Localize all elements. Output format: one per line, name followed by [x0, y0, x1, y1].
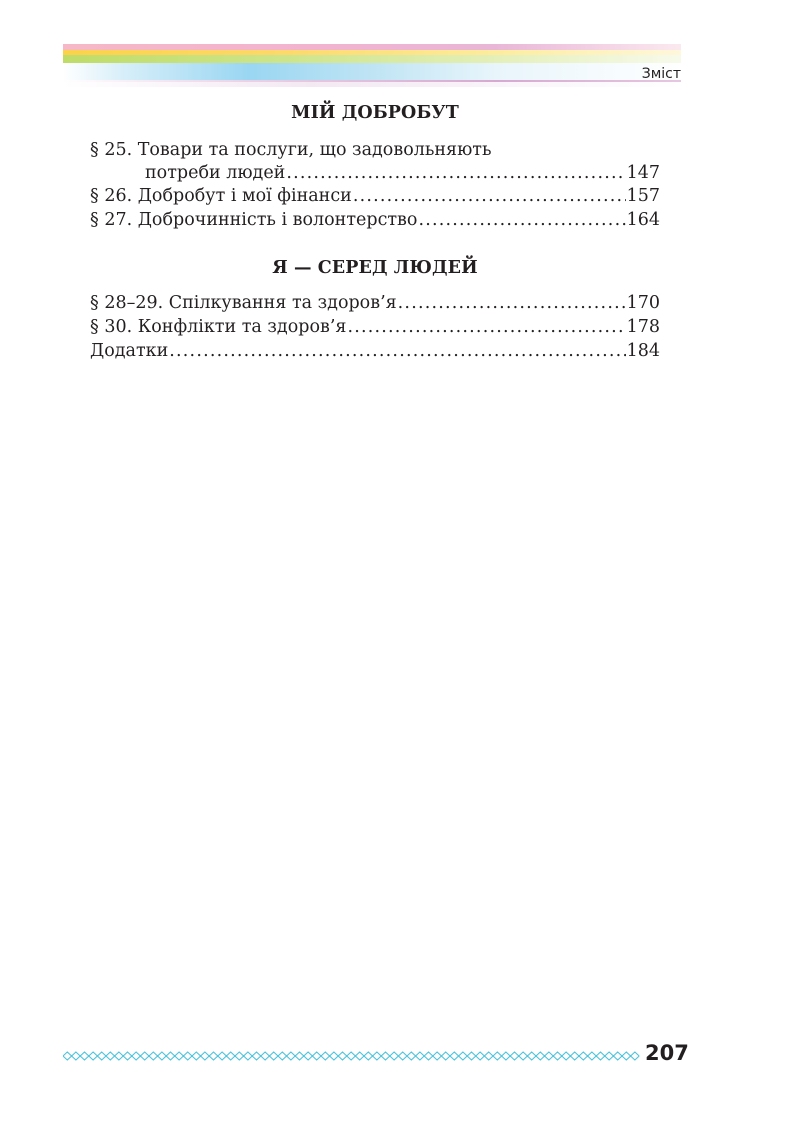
section-title-my-wellbeing: МІЙ ДОБРОБУТ: [291, 103, 459, 123]
dot-leader: [347, 315, 625, 339]
header-decorative-stripes: [63, 44, 681, 88]
page-ref: 184: [626, 341, 660, 361]
toc-entry-28-29: § 28–29. Спілкування та здоров’я ..... 170: [90, 291, 660, 315]
running-head: Зміст: [641, 66, 681, 82]
dot-leader: [353, 184, 626, 208]
page-ref: 157: [626, 186, 660, 206]
page-ref: 178: [626, 317, 660, 337]
section-title-among-people: Я — СЕРЕД ЛЮДЕЙ: [272, 258, 478, 278]
dot-leader: [418, 208, 625, 232]
toc-entry-appendices: Додатки ..... 184: [90, 339, 660, 363]
page-ref: 147: [626, 163, 660, 183]
toc-entry-30: § 30. Конфлікти та здоров’я ..... 178: [90, 315, 660, 339]
toc-entry-26: § 26. Добробут і мої фінанси ..... 157: [90, 184, 660, 208]
toc-entry-25: потреби людей ..... 147: [145, 161, 660, 185]
dot-leader: [398, 291, 626, 315]
dot-leader: [286, 161, 625, 185]
toc-entry-25-line1: § 25. Товари та послуги, що задовольняють: [90, 140, 492, 160]
footer-zigzag-ornament: [63, 1049, 641, 1063]
page-ref: 164: [626, 210, 660, 230]
dot-leader: [169, 339, 625, 363]
page-ref: 170: [626, 293, 660, 313]
toc-entry-27: § 27. Доброчинність і волонтерство ..... 164: [90, 208, 660, 232]
page-number: 207: [645, 1041, 689, 1065]
